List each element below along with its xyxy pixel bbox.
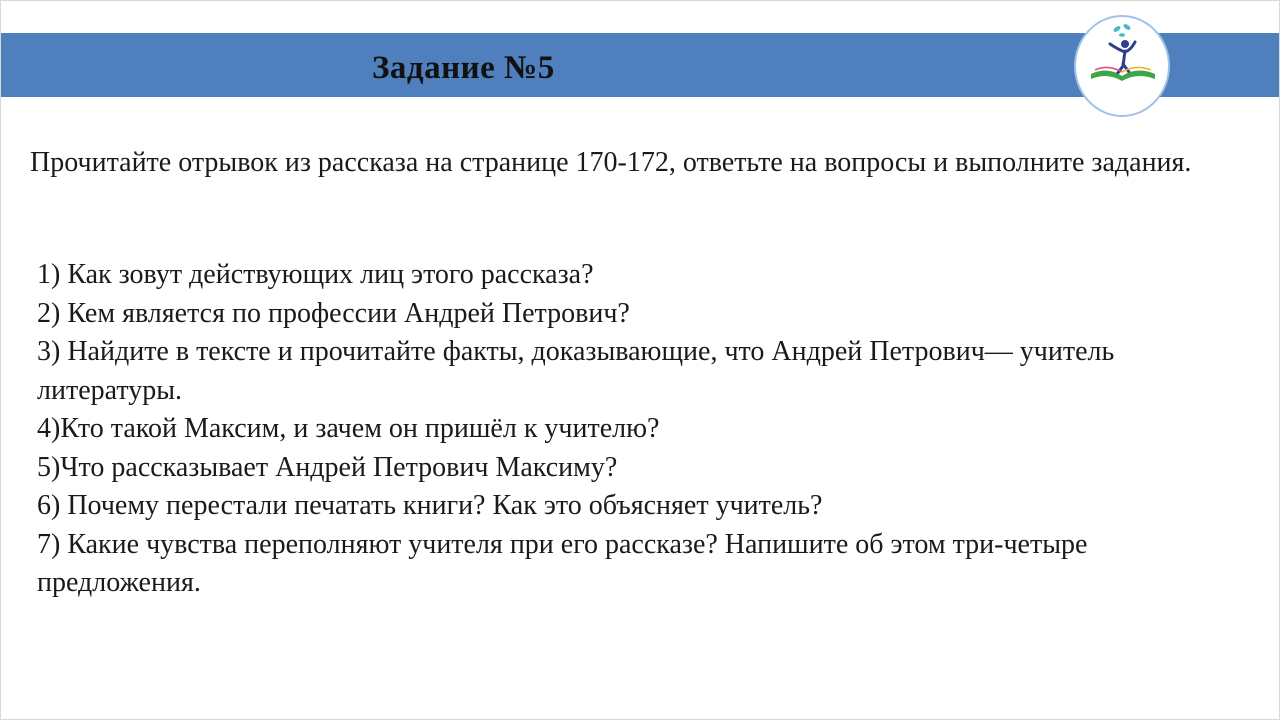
list-item: 5)Что рассказывает Андрей Петрович Максиму? [37, 451, 618, 483]
slide-title: Задание №5 [372, 50, 555, 86]
list-item: 7) Какие чувства переполняют учителя при его рассказе? Напишите об этом три-четыре предложения. [37, 528, 1088, 598]
list-item: 3) Найдите в тексте и прочитайте факты, доказывающие, что Андрей Петрович— учитель литературы. [37, 336, 1115, 406]
list-item: 1) Как зовут действующих лиц этого рассказа? [37, 259, 594, 290]
question-list [37, 256, 1247, 603]
list-item: 2) Кем является по профессии Андрей Петрович? [37, 297, 630, 329]
list-item: 6) Почему перестали печатать книги? Как это объясняет учитель? [37, 490, 823, 521]
task-instructions: Прочитайте отрывок из рассказа на странице 170-172, ответьте на вопросы и выполните задания. [30, 147, 1192, 178]
list-item: 4)Кто такой Максим, и зачем он пришёл к учителю? [37, 413, 660, 444]
school-logo-icon [1073, 14, 1171, 118]
